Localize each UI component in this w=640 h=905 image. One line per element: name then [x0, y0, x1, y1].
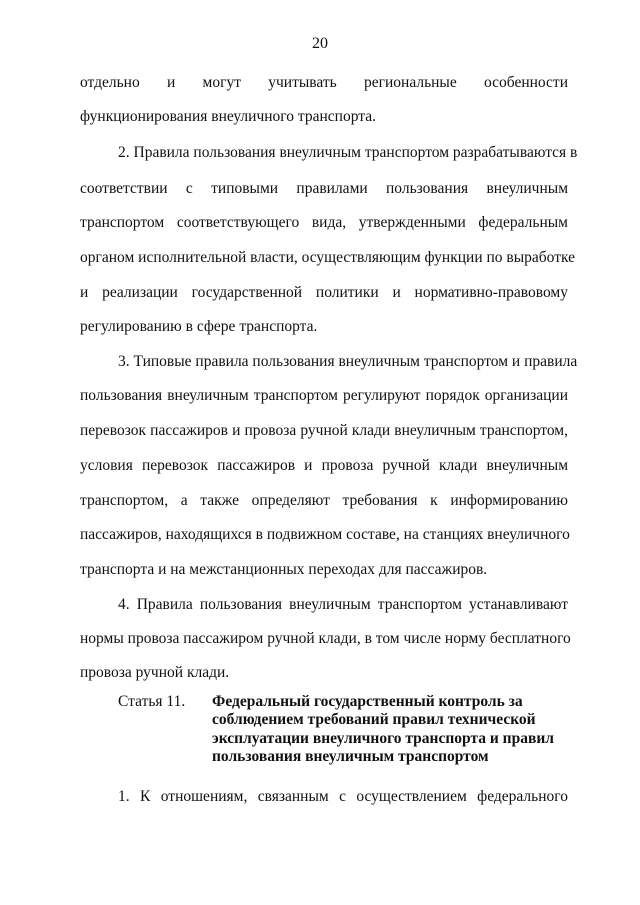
article-label: Статья 11. — [118, 693, 186, 710]
paragraph-line: пассажиров, находящихся в подвижном составе, на станциях внеуличного — [80, 526, 570, 543]
article-title-line: соблюдением требований правил технической — [212, 711, 536, 729]
paragraph-line: 1. К отношениям, связанным с осуществлением федерального — [118, 788, 568, 805]
paragraph-line: органом исполнительной власти, осуществляющим функции по выработке — [80, 249, 576, 266]
paragraph-line: нормы провоза пассажиром ручной клади, в том числе норму бесплатного — [80, 630, 571, 647]
article-title — [212, 693, 572, 766]
paragraph-line: перевозок пассажиров и провоза ручной клади внеуличным транспортом, — [80, 422, 568, 439]
paragraph-line: функционирования внеуличного транспорта. — [80, 108, 376, 125]
paragraph-line: отдельно и могут учитывать региональные особенности — [80, 74, 568, 91]
paragraph-line: транспорта и на межстанционных переходах для пассажиров. — [80, 561, 488, 578]
article-title-line: Федеральный государственный контроль за — [212, 693, 523, 710]
paragraph-line: провоза ручной клади. — [80, 664, 230, 681]
paragraph-line: транспортом, а также определяют требования к информированию — [80, 492, 568, 509]
page-number: 20 — [312, 35, 328, 52]
article-title-line: эксплуатации внеуличного транспорта и правил — [212, 729, 554, 747]
paragraph-line: регулированию в сфере транспорта. — [80, 318, 318, 335]
paragraph-line: 4. Правила пользования внеуличным транспортом устанавливают — [118, 596, 568, 613]
article-title-line: пользования внеуличным транспортом — [212, 747, 489, 765]
paragraph-line: пользования внеуличным транспортом регулируют порядок организации — [80, 387, 568, 404]
paragraph-line: 2. Правила пользования внеуличным транспортом разрабатываются в — [118, 144, 578, 161]
paragraph-line: 3. Типовые правила пользования внеуличным транспортом и правила — [118, 353, 578, 370]
paragraph-line: транспортом соответствующего вида, утвержденными федеральным — [80, 214, 568, 231]
paragraph-line: и реализации государственной политики и нормативно-правовому — [80, 284, 568, 301]
paragraph-line: соответствии с типовыми правилами пользования внеуличным — [80, 180, 568, 197]
paragraph-line: условия перевозок пассажиров и провоза ручной клади внеуличным — [80, 457, 568, 474]
